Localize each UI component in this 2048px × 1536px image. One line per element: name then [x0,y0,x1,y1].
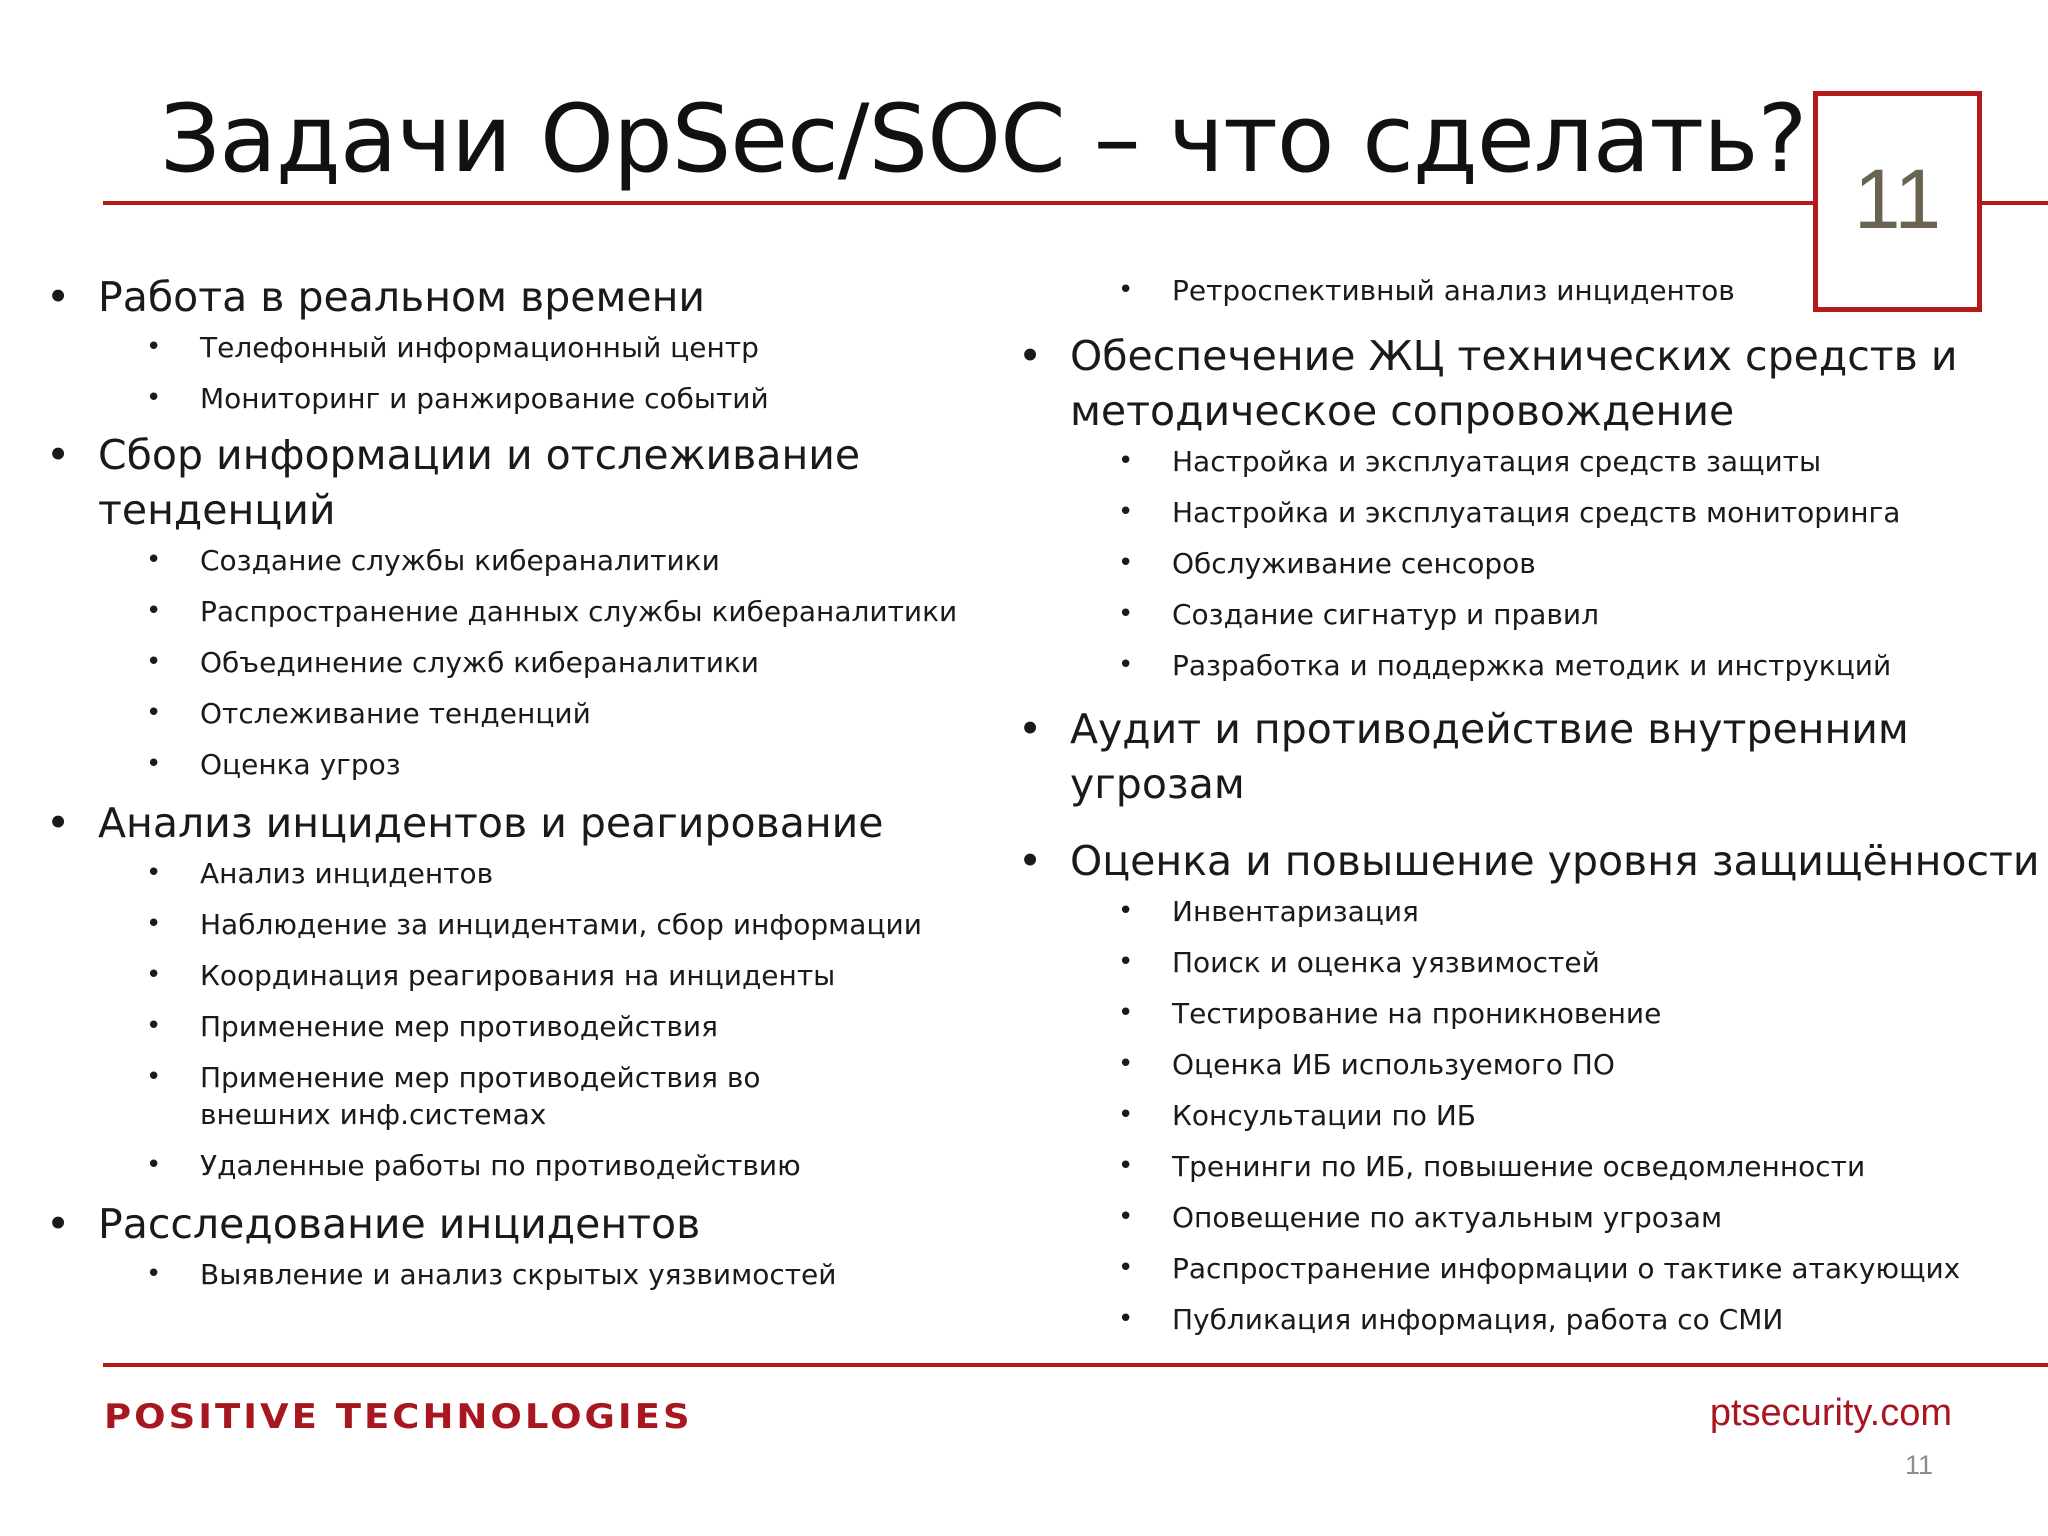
list-item: • Обслуживание сенсоров [1012,545,2042,582]
list-item: • Телефонный информационный центр [40,329,1010,366]
list-item: • Координация реагирования на инциденты [40,957,1010,994]
list-item: • Распространение данных службы кибераналитики [40,593,1010,630]
footer-page-number: 11 [1904,1450,1933,1480]
left-column [40,270,1010,1293]
list-item: • Консультации по ИБ [1012,1097,2042,1134]
list-item: • Объединение служб кибераналитики [40,644,1010,681]
section-heading: • Обеспечение ЖЦ технических средств и методическое сопровождение [1012,329,2042,439]
slide-number: 11 [1853,152,1942,246]
section-heading: • Расследование инцидентов [40,1197,1010,1252]
title-divider [103,201,1813,205]
list-item: • Настройка и эксплуатация средств защиты [1012,443,2042,480]
list-item: • Отслеживание тенденций [40,695,1010,732]
list-item: • Анализ инцидентов [40,855,1010,892]
footer-divider [103,1363,2048,1367]
slide-title: Задачи OpSec/SOC – что сделать? [160,85,1807,194]
list-item: • Оценка угроз [40,746,1010,783]
list-item: • Распространение информации о тактике атакующих [1012,1250,2042,1287]
list-item: • Мониторинг и ранжирование событий [40,380,1010,417]
list-item: • Применение мер противодействия [40,1008,1010,1045]
section-heading: • Анализ инцидентов и реагирование [40,796,1010,851]
list-item: • Поиск и оценка уязвимостей [1012,944,2042,981]
section-heading: • Аудит и противодействие внутренним угрозам [1012,702,2042,812]
list-item: • Наблюдение за инцидентами, сбор информации [40,906,1010,943]
list-item: • Удаленные работы по противодействию [40,1147,1010,1184]
list-item: • Ретроспективный анализ инцидентов [1012,272,2042,309]
list-item: • Тренинги по ИБ, повышение осведомленности [1012,1148,2042,1185]
list-item: • Публикация информация, работа со СМИ [1012,1301,2042,1338]
list-item: • Тестирование на проникновение [1012,995,2042,1032]
section-heading: • Оценка и повышение уровня защищённости [1012,834,2042,889]
section-heading: • Работа в реальном времени [40,270,1010,325]
list-item: • Применение мер противодействия во внешних инф.системах [40,1059,800,1133]
footer-website: ptsecurity.com [1709,1392,1952,1434]
list-item: • Создание сигнатур и правил [1012,596,2042,633]
list-item: • Создание службы кибераналитики [40,542,1010,579]
list-item: • Разработка и поддержка методик и инструкций [1012,647,2042,684]
section-heading: • Сбор информации и отслеживание тенденций [40,428,1010,538]
list-item: • Выявление и анализ скрытых уязвимостей [40,1256,1010,1293]
right-column [1012,272,2042,1338]
list-item: • Настройка и эксплуатация средств мониторинга [1012,494,2042,531]
list-item: • Оценка ИБ используемого ПО [1012,1046,2042,1083]
list-item: • Оповещение по актуальным угрозам [1012,1199,2042,1236]
title-divider-right [1978,201,2048,205]
list-item: • Инвентаризация [1012,893,2042,930]
company-logo: POSITIVE TECHNOLOGIES [104,1396,693,1437]
